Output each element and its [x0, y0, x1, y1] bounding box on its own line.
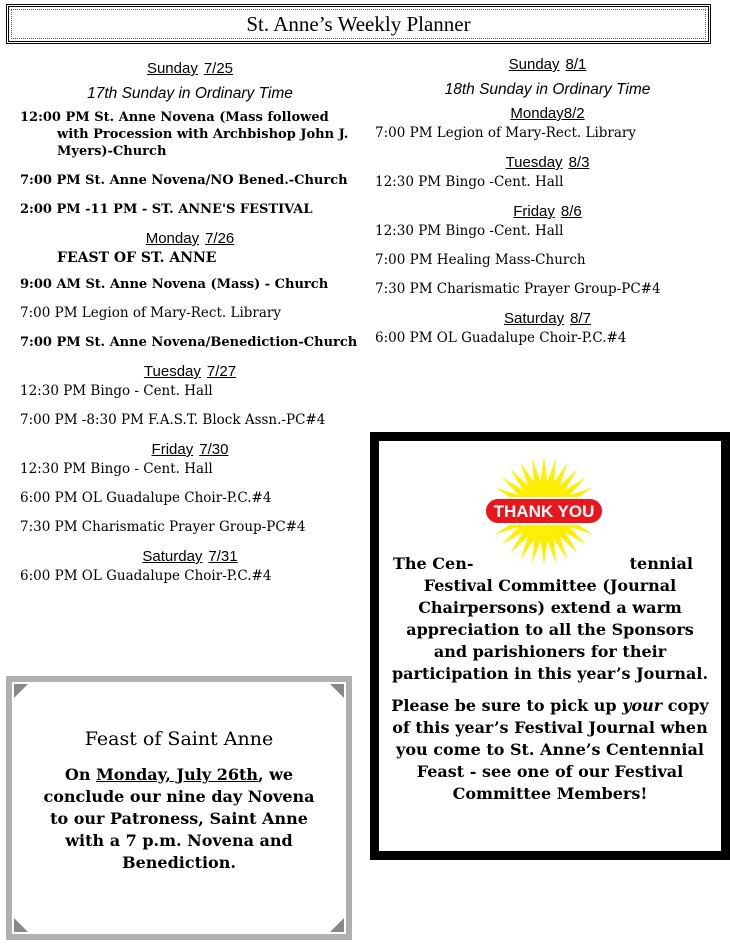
event-item: 6:00 PM OL Guadalupe Choir-P.C.#4 [375, 330, 627, 346]
right-column [375, 52, 720, 359]
event-item: 7:00 PM Legion of Mary-Rect. Library [20, 305, 281, 321]
day-heading-saturday: Saturday 8/7 [504, 310, 591, 327]
event-item: 7:00 PM St. Anne Novena/NO Bened.-Church [20, 173, 348, 188]
event-item: 7:30 PM Charismatic Prayer Group-PC#4 [375, 281, 661, 297]
thank-you-paragraph-2: Please be sure to pick up your copy of this year’s Festival Journal when you come to St. Anne’s Centennial Feast - see one of our Festival Committee Members! [391, 696, 709, 803]
event-item: 12:30 PM Bingo -Cent. Hall [375, 223, 564, 239]
event-item: 12:30 PM Bingo - Cent. Hall [20, 383, 213, 399]
day-heading-saturday: Saturday 7/31 [142, 548, 238, 565]
event-item: 7:00 PM Healing Mass-Church [375, 252, 586, 268]
event-item: 12:30 PM Bingo -Cent. Hall [375, 174, 564, 190]
day-heading-monday: Monday 7/26 [145, 230, 235, 247]
feast-date: Monday, July 26th [96, 765, 258, 784]
event-item: 6:00 PM OL Guadalupe Choir-P.C.#4 [20, 568, 272, 584]
event-item: 7:00 PM St. Anne Novena/Benediction-Church [20, 335, 358, 350]
feast-body: On Monday, July 26th, we conclude our nine day Novena to our Patroness, Saint Anne with a 7 p.m. Novena and Benediction. [43, 765, 315, 872]
thank-you-burst-icon [479, 455, 609, 565]
thank-you-text [389, 553, 711, 815]
day-heading-friday: Friday 8/6 [513, 203, 582, 220]
corner-ornament [330, 684, 344, 698]
day-heading-sunday: Sunday 7/25 [146, 60, 234, 77]
day-heading-friday: Friday 7/30 [151, 441, 229, 458]
corner-ornament [330, 918, 344, 932]
event-item: 12:30 PM Bingo - Cent. Hall [20, 461, 213, 477]
occasion-heading: 18th Sunday in Ordinary Time [444, 81, 651, 98]
feast-day-label: FEAST OF ST. ANNE [57, 250, 217, 266]
thank-you-paragraph-1: The Cen- tennial Festival Committee (Journal Chairpersons) extend a warm appreciation to all the Sponsors and parishioners for their participation in this year’s Journal. [391, 554, 709, 683]
event-item: 7:30 PM Charismatic Prayer Group-PC#4 [20, 519, 306, 535]
corner-ornament [14, 684, 28, 698]
planner-title: St. Anne’s Weekly Planner [6, 4, 711, 44]
event-item: 7:00 PM -8:30 PM F.A.S.T. Block Assn.-PC#4 [20, 412, 326, 428]
day-heading-sunday: Sunday 8/1 [508, 56, 587, 73]
event-item: 7:00 PM Legion of Mary-Rect. Library [375, 125, 636, 141]
event-item: 2:00 PM -11 PM - ST. ANNE'S FESTIVAL [20, 202, 313, 217]
day-heading-tuesday: Tuesday 7/27 [143, 363, 237, 380]
day-heading-tuesday: Tuesday 8/3 [505, 154, 590, 171]
feast-title: Feast of Saint Anne [84, 728, 274, 750]
corner-ornament [14, 918, 28, 932]
badge-text: THANK YOU [493, 502, 595, 521]
event-item: 12:00 PM St. Anne Novena (Mass followed with Procession with Archbishop John J. Myers)-Church [20, 110, 349, 159]
event-item: 9:00 AM St. Anne Novena (Mass) - Church [20, 277, 329, 292]
thank-you-box [370, 432, 730, 860]
occasion-heading: 17th Sunday in Ordinary Time [87, 85, 293, 102]
event-item: 6:00 PM OL Guadalupe Choir-P.C.#4 [20, 490, 272, 506]
left-column [20, 56, 360, 597]
feast-box [6, 676, 352, 940]
day-heading-monday: Monday8/2 [510, 105, 585, 122]
